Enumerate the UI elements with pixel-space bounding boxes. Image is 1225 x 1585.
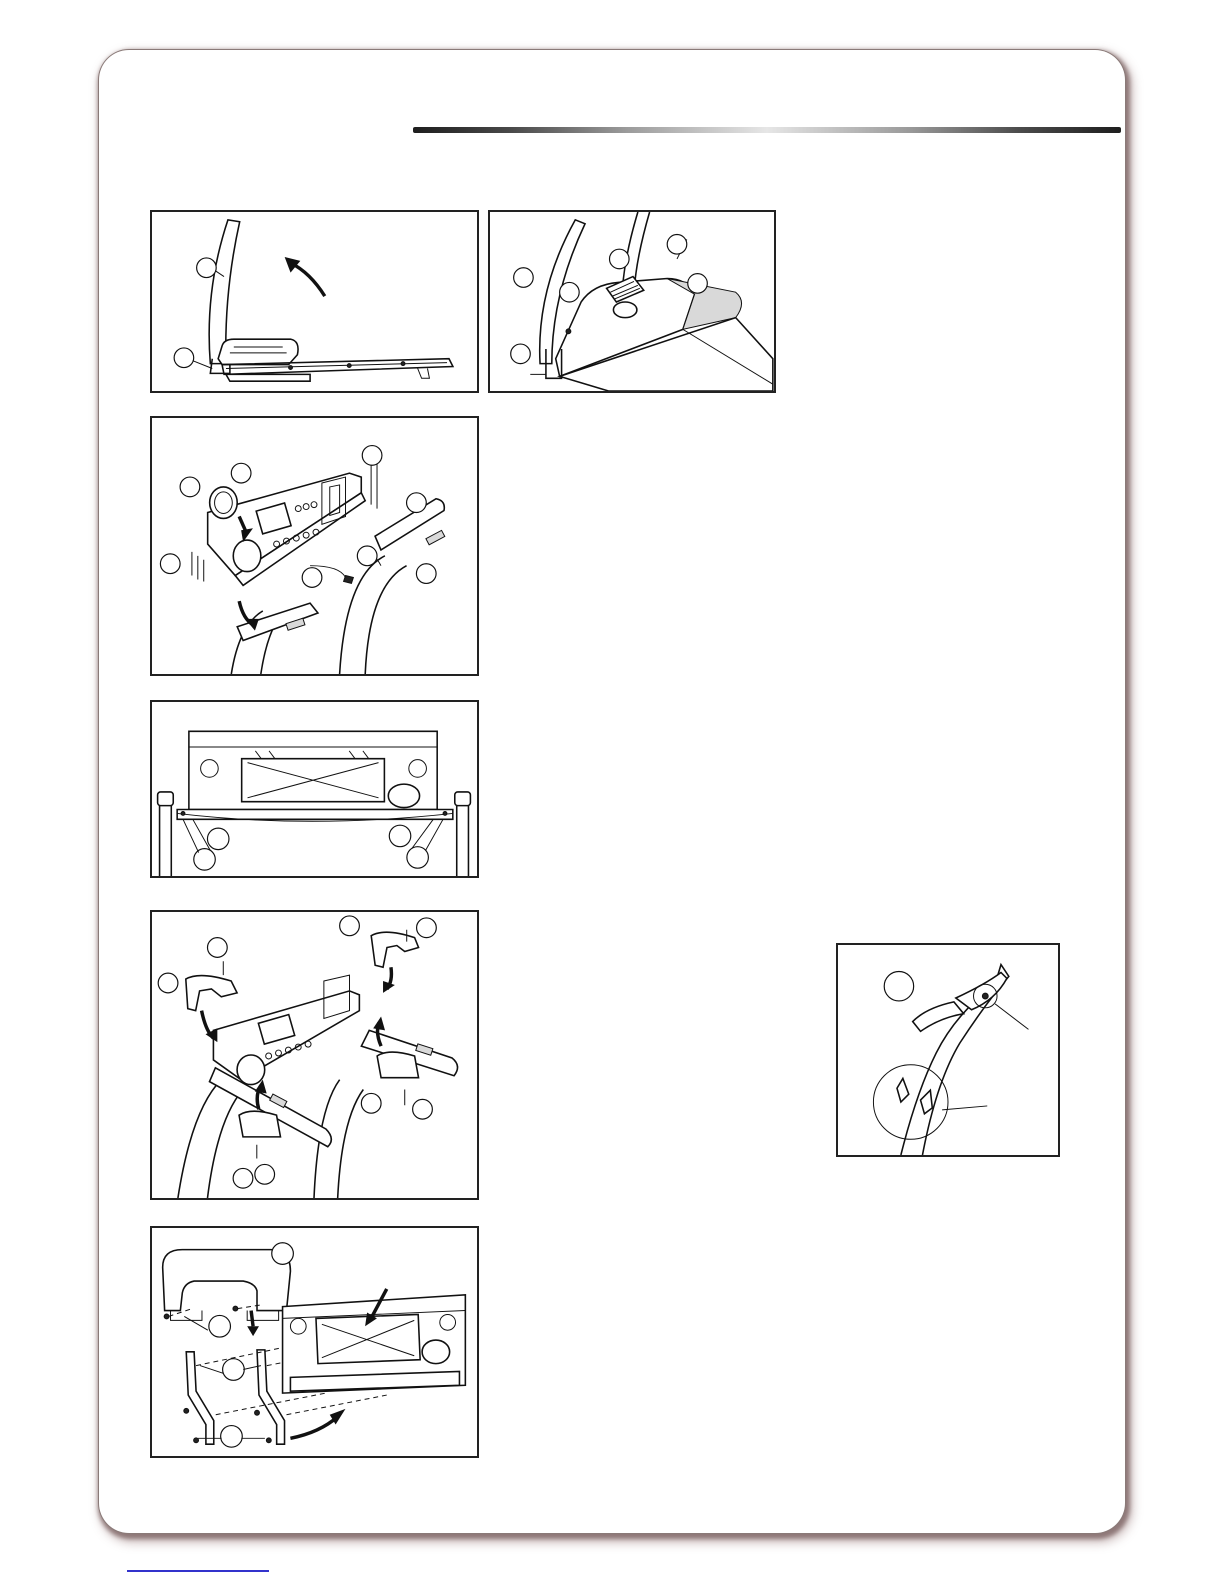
callout-30 — [209, 1315, 231, 1337]
footer-link-underline[interactable] — [127, 1570, 269, 1572]
callout-4 — [560, 282, 580, 302]
callout-10 — [231, 463, 251, 483]
upright-bolts-drawing — [490, 212, 774, 391]
callout-31 — [223, 1359, 245, 1381]
callout-16 — [416, 564, 436, 584]
figure-console-underside — [150, 700, 479, 878]
callout-24 — [417, 918, 437, 938]
callout-28 — [255, 1164, 275, 1184]
handlebar-covers-drawing — [152, 912, 477, 1198]
figure-raise-uprights — [150, 210, 479, 393]
callout-7 — [688, 274, 708, 294]
cover-clip-detail-drawing — [838, 945, 1058, 1155]
callout-8 — [511, 344, 531, 364]
callout-25 — [361, 1093, 381, 1113]
figure-cover-clip-detail — [836, 943, 1060, 1157]
treadmill-side-view-drawing — [152, 212, 477, 391]
callout-2 — [174, 348, 194, 368]
callout-33 — [884, 971, 913, 1000]
callout-27 — [233, 1168, 253, 1188]
figure-attach-uprights — [488, 210, 776, 393]
callout-6 — [667, 234, 687, 254]
callout-5 — [610, 249, 630, 269]
callout-23 — [340, 916, 360, 936]
callout-29 — [272, 1243, 294, 1265]
callout-21 — [207, 938, 227, 958]
figure-tray-brackets — [150, 1226, 479, 1458]
callout-17 — [207, 828, 229, 850]
figure-mount-console — [150, 416, 479, 676]
callout-12 — [407, 493, 427, 513]
callout-26 — [413, 1099, 433, 1119]
callout-15 — [357, 546, 377, 566]
callout-13 — [160, 554, 180, 574]
console-assembly-drawing — [152, 418, 477, 674]
header-rule — [413, 127, 1121, 133]
callout-9 — [362, 446, 382, 466]
callout-1 — [197, 258, 217, 278]
callout-22 — [158, 973, 178, 993]
callout-3 — [514, 268, 534, 288]
callout-19 — [389, 825, 411, 847]
callout-18 — [194, 849, 216, 871]
callout-32 — [221, 1426, 243, 1448]
console-underside-drawing — [152, 702, 477, 876]
callout-14 — [302, 568, 322, 588]
figure-handle-covers — [150, 910, 479, 1200]
tray-bracket-assembly-drawing — [152, 1228, 477, 1456]
callout-11 — [180, 477, 200, 497]
callout-20 — [407, 847, 429, 869]
